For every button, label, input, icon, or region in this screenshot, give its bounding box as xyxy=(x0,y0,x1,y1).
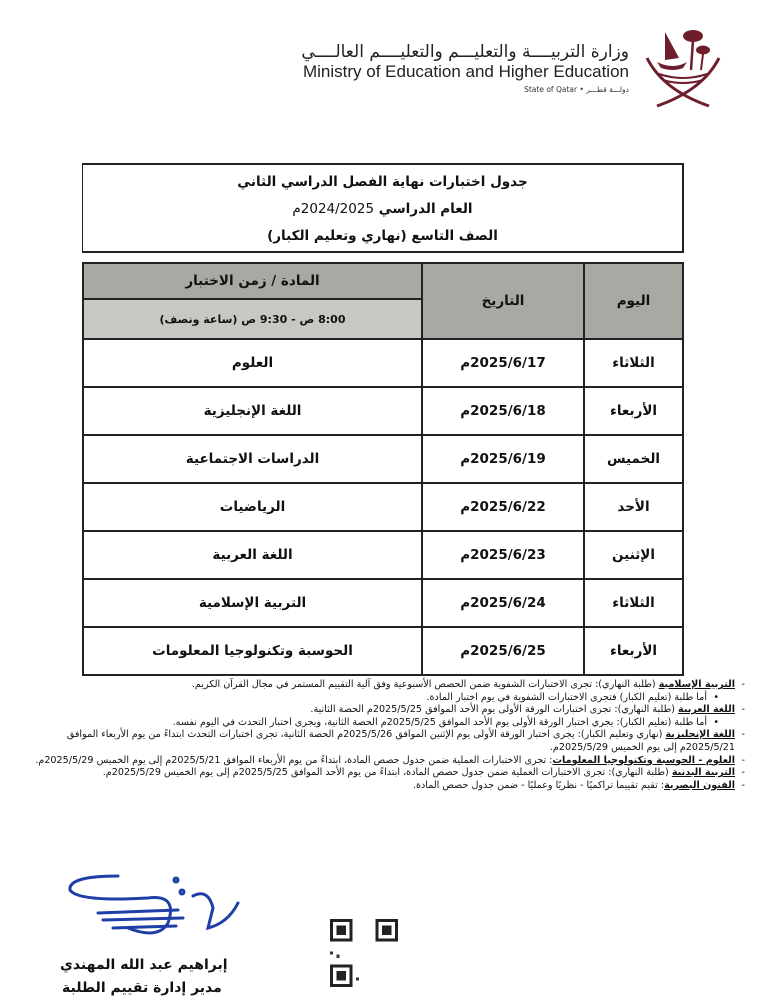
header-subject: المادة / زمن الاختبار xyxy=(83,263,422,299)
date-cell: 2025/6/25م xyxy=(422,627,584,675)
note-text: (طلبة النهاري): تجرى اختبارات الورقة الأولى يوم الأحد الموافق 2025/5/25م الحصة الثانية. xyxy=(310,704,678,716)
note-text: (طلبة النهاري): تجرى الاختبارات الشفوية ضمن الحصص الأسبوعية وفق آلية التقييم المستمر في مجال القرآن الكريم. xyxy=(191,679,659,690)
qatar-emblem-logo xyxy=(643,20,723,110)
day-cell: الأربعاء xyxy=(584,627,683,675)
qr-code[interactable] xyxy=(330,919,398,987)
note-item xyxy=(25,780,745,793)
note-label: اللغة الإنجليزية xyxy=(665,729,735,741)
table-row xyxy=(83,435,683,483)
grade-label: الصف التاسع (نهاري وتعليم الكبار) xyxy=(267,228,498,244)
date-cell: 2025/6/18م xyxy=(422,387,584,435)
note-item xyxy=(25,679,745,692)
note-text: : تقيم تقييما تراكميًا - نظريًا وعمليًا - ضمن جدول حصص المادة. xyxy=(412,779,665,791)
date-cell: 2025/6/24م xyxy=(422,579,584,627)
subject-cell: الدراسات الاجتماعية xyxy=(83,435,422,483)
note-label: اللغة العربية xyxy=(678,704,735,716)
note-text: : تجرى الاختبارات العملية ضمن جدول حصص المادة، ابتداءً من يوم الأربعاء الموافق 2025/5/21م إلى يوم الخميس 2025/5/29م. xyxy=(35,754,553,766)
ministry-name-ar: وزارة التربيــــة والتعليـــم والتعليــــم العالــــي xyxy=(301,42,629,62)
academic-year-label: العام الدراسي xyxy=(378,201,473,217)
note-text: (نهاري وتعليم الكبار): يجرى اختبار الورقة الأولى يوم الإثنين الموافق 2025/5/26م الحصة الثانية، تجرى اختبارات التحدث ابتداءً من يوم الأربعاء الموافق 2025/5/21م إلى يوم الخميس 2025/5/29م. xyxy=(66,729,735,753)
academic-year-value: 2024/2025م xyxy=(292,201,375,217)
table-row xyxy=(83,531,683,579)
subject-cell: اللغة العربية xyxy=(83,531,422,579)
signatory-name: إبراهيم عبد الله المهندي xyxy=(60,957,228,973)
table-row xyxy=(83,387,683,435)
table-row xyxy=(83,339,683,387)
exam-schedule-table xyxy=(82,262,684,676)
table-row xyxy=(83,483,683,531)
note-label: الفنون البصرية xyxy=(664,779,735,791)
note-item xyxy=(25,755,745,768)
notes-section xyxy=(25,679,745,792)
title-box xyxy=(82,163,684,253)
ministry-name-en: Ministry of Education and Higher Education xyxy=(302,62,629,81)
header-day: اليوم xyxy=(584,263,683,339)
note-bullet: • أما طلبة (تعليم الكبار): يجري اختبار الورقة الأولى يوم الأحد الموافق 2025/5/25م الحصة الثانية، ويجرى اختبار التحدث في اليوم نفسه. xyxy=(25,717,745,730)
day-cell: الإثنين xyxy=(584,531,683,579)
date-cell: 2025/6/17م xyxy=(422,339,584,387)
subject-cell: الحوسبة وتكنولوجيا المعلومات xyxy=(83,627,422,675)
day-cell: الأربعاء xyxy=(584,387,683,435)
note-item xyxy=(25,704,745,717)
date-cell: 2025/6/19م xyxy=(422,435,584,483)
note-label: العلوم - الحوسبة وتكنولوجيا المعلومات xyxy=(552,754,735,766)
table-row xyxy=(83,579,683,627)
day-cell: الأحد xyxy=(584,483,683,531)
subject-cell: التربية الإسلامية xyxy=(83,579,422,627)
subject-cell: الرياضيات xyxy=(83,483,422,531)
schedule-title: جدول اختبارات نهاية الفصل الدراسي الثاني xyxy=(237,174,528,190)
state-label: State of Qatar • دولـــة قطـــر xyxy=(524,85,629,94)
header-date: التاريخ xyxy=(422,263,584,339)
day-cell: الثلاثاء xyxy=(584,339,683,387)
signatory-title: مدير إدارة تقييم الطلبة xyxy=(62,980,222,996)
day-cell: الخميس xyxy=(584,435,683,483)
header-time: 8:00 ص - 9:30 ص (ساعة ونصف) xyxy=(83,299,422,339)
signature xyxy=(58,868,248,948)
note-item xyxy=(25,729,745,754)
subject-cell: العلوم xyxy=(83,339,422,387)
note-label: التربية البدنية xyxy=(671,767,735,779)
academic-year xyxy=(83,196,682,223)
date-cell: 2025/6/22م xyxy=(422,483,584,531)
table-row xyxy=(83,627,683,675)
ministry-header xyxy=(301,42,629,94)
subject-cell: اللغة الإنجليزية xyxy=(83,387,422,435)
note-label: التربية الإسلامية xyxy=(658,679,735,690)
note-text: (طلبة النهاري): تجرى الاختبارات العملية ضمن جدول حصص المادة، ابتداءً من يوم الأحد الموافق 2025/5/25م إلى يوم الخميس 2025/5/29م. xyxy=(102,767,672,779)
note-bullet: • أما طلبة (تعليم الكبار) فتجرى الاختبارات الشفوية في يوم اختبار المادة. xyxy=(25,692,745,705)
note-item xyxy=(25,767,745,780)
date-cell: 2025/6/23م xyxy=(422,531,584,579)
day-cell: الثلاثاء xyxy=(584,579,683,627)
